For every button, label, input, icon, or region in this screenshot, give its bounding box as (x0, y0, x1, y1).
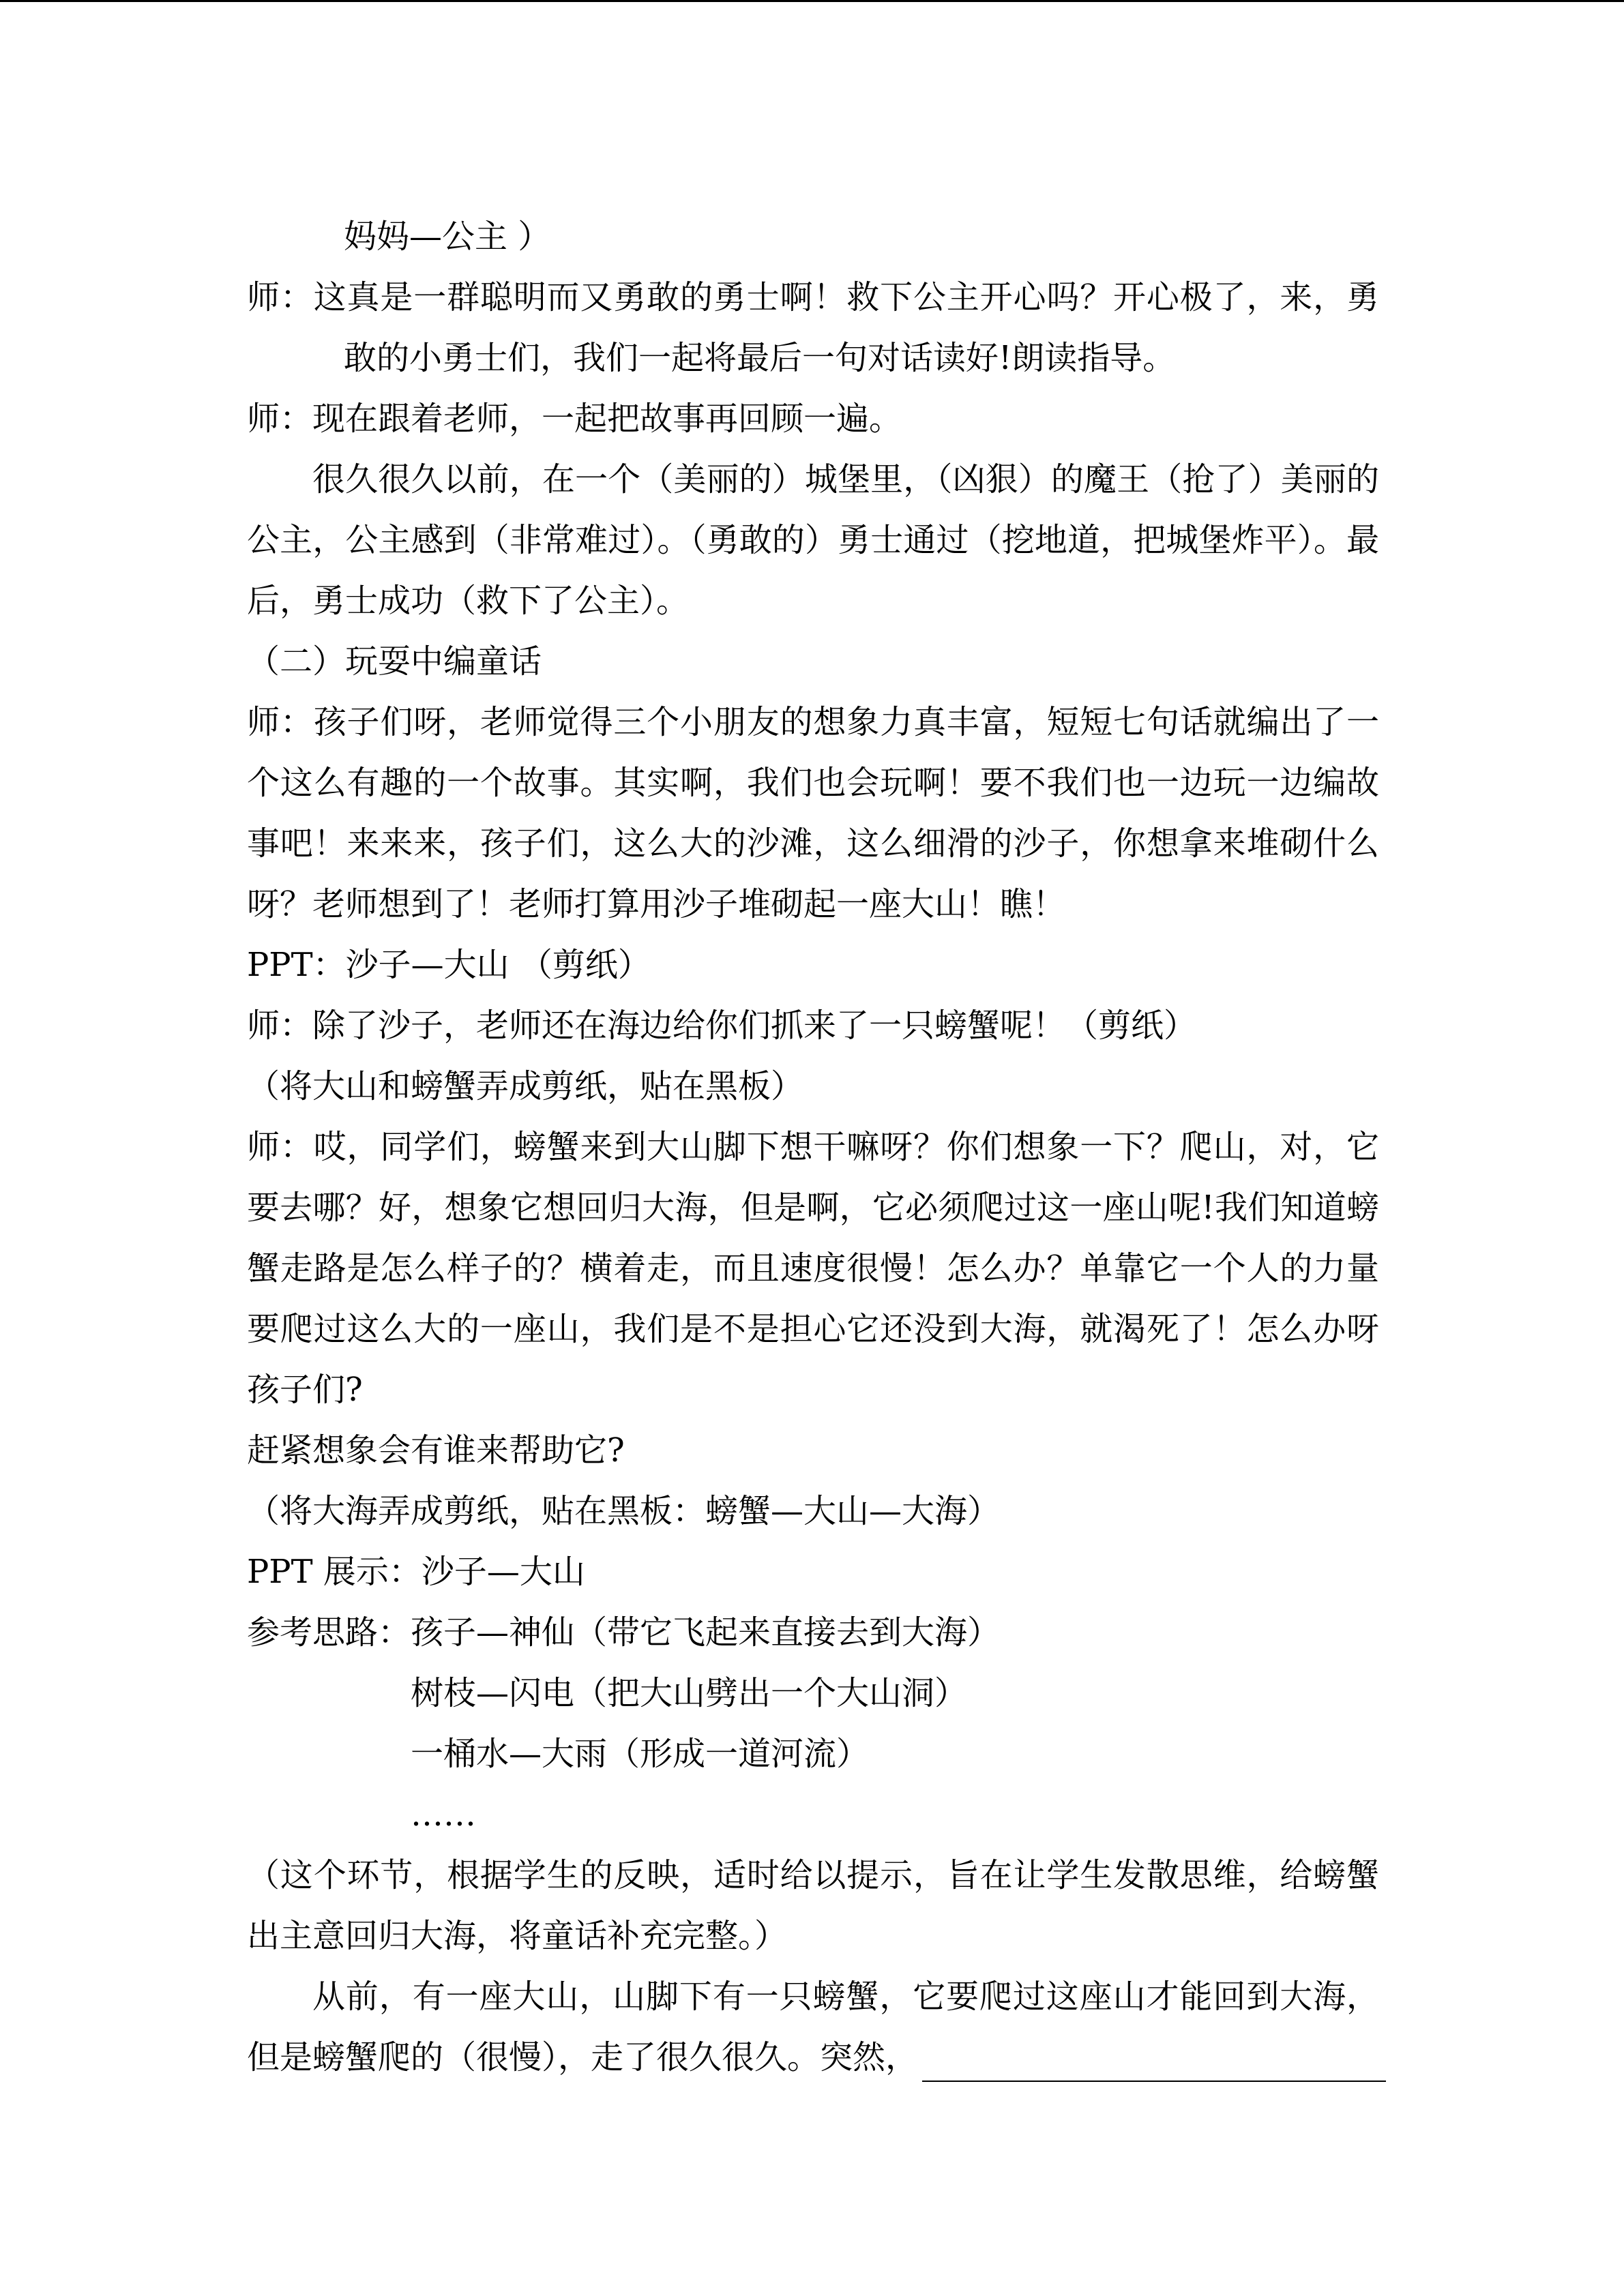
document-body (247, 207, 1379, 2088)
fill-in-blank (922, 2081, 1386, 2082)
text-line: 蟹走路是怎么样子的？横着走，而且速度很慢！怎么办？单靠它一个人的力量 (247, 1249, 1379, 1287)
text-line: PPT：沙子—大山 （剪纸） (247, 946, 651, 984)
text-line: 敢的小勇士们，我们一起将最后一句对话读好!朗读指导。 (344, 339, 1176, 377)
text-line: 师：孩子们呀，老师觉得三个小朋友的想象力真丰富，短短七句话就编出了一 (247, 703, 1379, 741)
text-line: 出主意回归大海，将童话补充完整。） (247, 1917, 788, 1955)
text-line: （将大海弄成剪纸，贴在黑板：螃蟹—大山—大海） (247, 1492, 1001, 1530)
text-line: 很久很久以前，在一个（美丽的）城堡里，（凶狠）的魔王（抢了）美丽的 (312, 460, 1379, 498)
text-line: 树枝—闪电（把大山劈出一个大山洞） (411, 1674, 968, 1712)
text-line: 参考思路：孩子—神仙（带它飞起来直接去到大海） (247, 1613, 1001, 1652)
text-line: 师：现在跟着老师，一起把故事再回顾一遍。 (247, 400, 902, 438)
ellipsis-line: …… (411, 1795, 476, 1834)
text-line: 赶紧想象会有谁来帮助它? (247, 1431, 625, 1470)
text-line: 要爬过这么大的一座山，我们是不是担心它还没到大海，就渴死了！怎么办呀 (247, 1310, 1379, 1348)
section-heading: （二）玩耍中编童话 (247, 642, 542, 681)
text-line: 呀？老师想到了！老师打算用沙子堆砌起一座大山！瞧！ (247, 885, 1066, 923)
text-line: PPT 展示：沙子—大山 (247, 1553, 585, 1591)
text-line: 要去哪？好，想象它想回归大海，但是啊，它必须爬过这一座山呢!我们知道螃 (247, 1189, 1379, 1227)
text-line: 一桶水—大雨（形成一道河流） (411, 1735, 870, 1773)
text-line: 从前，有一座大山，山脚下有一只螃蟹，它要爬过这座山才能回到大海， (312, 1978, 1379, 2016)
text-line: 后，勇士成功（救下了公主）。 (247, 582, 690, 620)
text-line: 孩子们? (247, 1371, 363, 1409)
text-line: 师：除了沙子，老师还在海边给你们抓来了一只螃蟹呢！（剪纸） (247, 1007, 1197, 1045)
text-line: 师：这真是一群聪明而又勇敢的勇士啊！救下公主开心吗？开心极了，来，勇 (247, 278, 1379, 316)
text-line: 个这么有趣的一个故事。其实啊，我们也会玩啊！要不我们也一边玩一边编故 (247, 764, 1379, 802)
text-line-with-blank (247, 2027, 1379, 2088)
text-line: 妈妈—公主 ） (344, 218, 551, 256)
text-line: 师：哎，同学们，螃蟹来到大山脚下想干嘛呀？你们想象一下？爬山，对，它 (247, 1128, 1379, 1166)
text-line: （这个环节，根据学生的反映，适时给以提示，旨在让学生发散思维，给螃蟹 (247, 1856, 1379, 1894)
text-line: （将大山和螃蟹弄成剪纸，贴在黑板） (247, 1067, 804, 1105)
text-line: 事吧！来来来，孩子们，这么大的沙滩，这么细滑的沙子，你想拿来堆砌什么 (247, 824, 1379, 863)
text-line: 公主，公主感到（非常难过）。（勇敢的）勇士通过（挖地道，把城堡炸平）。最 (247, 521, 1379, 559)
text-fragment: 但是螃蟹爬的（很慢），走了很久很久。突然， (247, 2038, 919, 2076)
